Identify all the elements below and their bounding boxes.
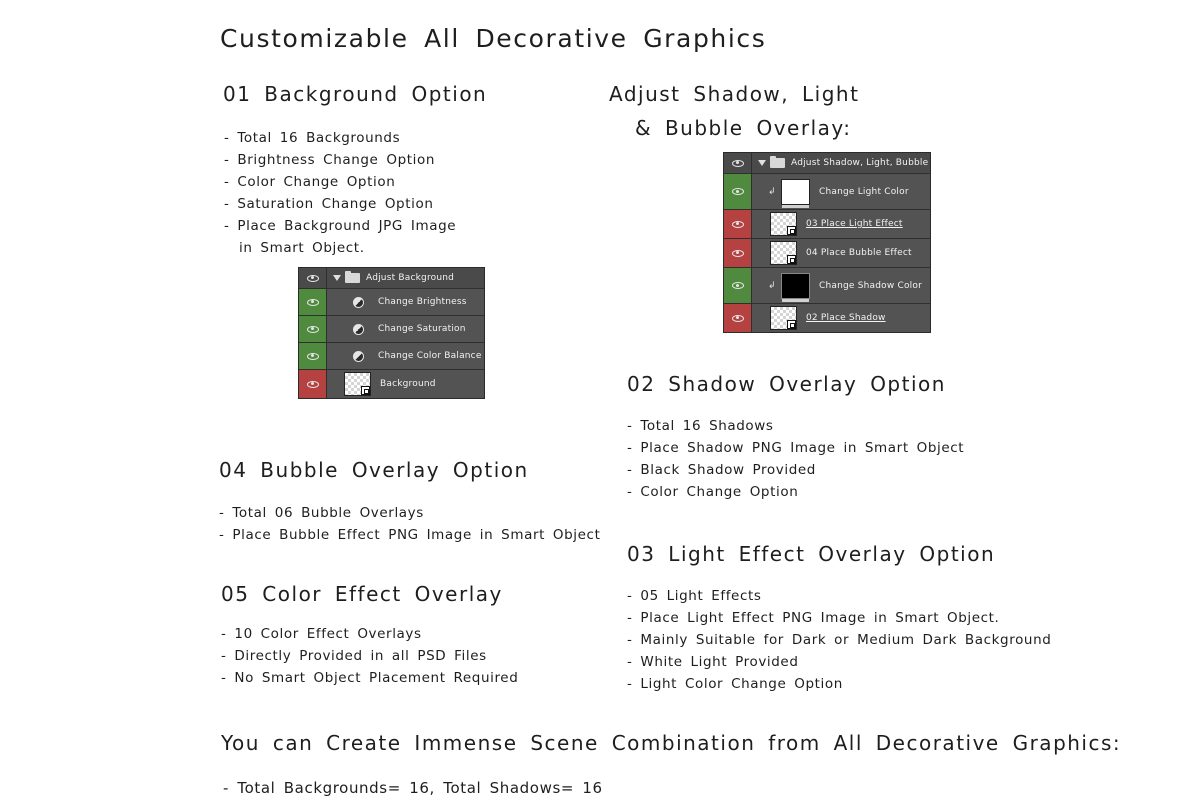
overlay-heading-line1: Adjust Shadow, Light <box>609 82 860 106</box>
eye-icon <box>732 282 744 289</box>
list-item: - Total 16 Shadows <box>627 415 964 437</box>
visibility-toggle[interactable] <box>724 174 752 209</box>
list-item: - 10 Color Effect Overlays <box>221 623 518 645</box>
visibility-toggle[interactable] <box>724 210 752 238</box>
list-item: - Light Color Change Option <box>627 673 1051 695</box>
layer-label: Change Color Balance <box>378 351 482 361</box>
list-item: - Place Background JPG Image in Smart Object. <box>224 215 474 259</box>
list-item: - Place Light Effect PNG Image in Smart Object. <box>627 607 1051 629</box>
list-item: - White Light Provided <box>627 651 1051 673</box>
visibility-toggle[interactable] <box>299 268 327 288</box>
layer-row[interactable] <box>299 316 484 343</box>
list-item: - Black Shadow Provided <box>627 459 964 481</box>
layer-label: 03 Place Light Effect <box>806 219 903 229</box>
eye-icon <box>307 299 319 306</box>
eye-icon <box>732 188 744 195</box>
eye-icon <box>732 160 744 167</box>
visibility-toggle[interactable] <box>299 370 327 398</box>
list-item: - Place Shadow PNG Image in Smart Object <box>627 437 964 459</box>
bubble-heading: 04 Bubble Overlay Option <box>219 458 529 482</box>
visibility-toggle[interactable] <box>299 316 327 342</box>
adjustment-icon <box>353 324 364 335</box>
combination-heading: You can Create Immense Scene Combination from All Decorative Graphics: <box>221 731 1122 755</box>
layer-row[interactable] <box>724 304 930 332</box>
folder-icon <box>770 158 785 168</box>
layer-row[interactable] <box>724 268 930 304</box>
layer-label: Change Brightness <box>378 297 467 307</box>
layer-label: Change Saturation <box>378 324 466 334</box>
background-heading: 01 Background Option <box>223 82 488 106</box>
eye-icon <box>307 275 319 282</box>
smart-object-thumbnail-icon <box>770 241 797 265</box>
shadow-list <box>627 415 964 503</box>
light-heading: 03 Light Effect Overlay Option <box>627 542 996 566</box>
expand-triangle-icon[interactable] <box>758 160 766 166</box>
layer-row[interactable] <box>724 239 930 268</box>
list-item: - Color Change Option <box>224 171 474 193</box>
list-item: - Brightness Change Option <box>224 149 474 171</box>
eye-icon <box>307 353 319 360</box>
layer-label: 02 Place Shadow <box>806 313 886 323</box>
layer-label: Background <box>380 379 436 389</box>
visibility-toggle[interactable] <box>299 343 327 369</box>
list-item: - Color Change Option <box>627 481 964 503</box>
list-item: - Saturation Change Option <box>224 193 474 215</box>
list-item: - Mainly Suitable for Dark or Medium Dark Background <box>627 629 1051 651</box>
layer-group-row[interactable] <box>724 153 930 174</box>
layer-row[interactable] <box>724 174 930 210</box>
light-list <box>627 585 1051 695</box>
folder-icon <box>345 273 360 283</box>
list-item: - Total 16 Backgrounds <box>224 127 474 149</box>
eye-icon <box>732 315 744 322</box>
background-list <box>224 127 474 259</box>
visibility-toggle[interactable] <box>724 239 752 267</box>
layer-group-row[interactable] <box>299 268 484 289</box>
background-layers-panel <box>298 267 485 399</box>
list-item: - Place Bubble Effect PNG Image in Smart Object <box>219 524 600 546</box>
list-item: - Total Backgrounds= 16, Total Shadows= 16 <box>223 777 603 799</box>
expand-triangle-icon[interactable] <box>333 275 341 281</box>
white-fill-thumbnail-icon <box>781 179 810 205</box>
clipping-arrow-icon: ↲ <box>768 186 776 197</box>
smart-object-thumbnail-icon <box>770 212 797 236</box>
layer-label: 04 Place Bubble Effect <box>806 248 912 258</box>
adjustment-icon <box>353 351 364 362</box>
color-effect-list <box>221 623 518 689</box>
shadow-heading: 02 Shadow Overlay Option <box>627 372 946 396</box>
layer-row[interactable] <box>299 370 484 398</box>
eye-icon <box>732 250 744 257</box>
eye-icon <box>307 381 319 388</box>
black-fill-thumbnail-icon <box>781 273 810 299</box>
combination-list <box>223 777 603 799</box>
layer-label: Change Shadow Color <box>819 280 922 291</box>
adjustment-icon <box>353 297 364 308</box>
color-effect-heading: 05 Color Effect Overlay <box>221 582 503 606</box>
layer-row[interactable] <box>299 343 484 370</box>
list-item: - 05 Light Effects <box>627 585 1051 607</box>
smart-object-thumbnail-icon <box>770 306 797 330</box>
visibility-toggle[interactable] <box>724 304 752 332</box>
layer-group-label: Adjust Shadow, Light, Bubble <box>791 158 929 168</box>
smart-object-thumbnail-icon <box>344 372 371 396</box>
layer-row[interactable] <box>299 289 484 316</box>
visibility-toggle[interactable] <box>299 289 327 315</box>
page-title: Customizable All Decorative Graphics <box>220 24 767 53</box>
visibility-toggle[interactable] <box>724 268 752 303</box>
layer-row[interactable] <box>724 210 930 239</box>
layer-group-label: Adjust Background <box>366 273 455 283</box>
overlay-heading-line2: & Bubble Overlay: <box>635 116 852 140</box>
eye-icon <box>307 326 319 333</box>
bubble-list <box>219 502 600 546</box>
list-item: - Total 06 Bubble Overlays <box>219 502 600 524</box>
visibility-toggle[interactable] <box>724 153 752 173</box>
list-item: - Directly Provided in all PSD Files <box>221 645 518 667</box>
eye-icon <box>732 221 744 228</box>
layer-label: Change Light Color <box>819 186 909 197</box>
list-item: - No Smart Object Placement Required <box>221 667 518 689</box>
overlay-layers-panel <box>723 152 931 333</box>
clipping-arrow-icon: ↲ <box>768 280 776 291</box>
